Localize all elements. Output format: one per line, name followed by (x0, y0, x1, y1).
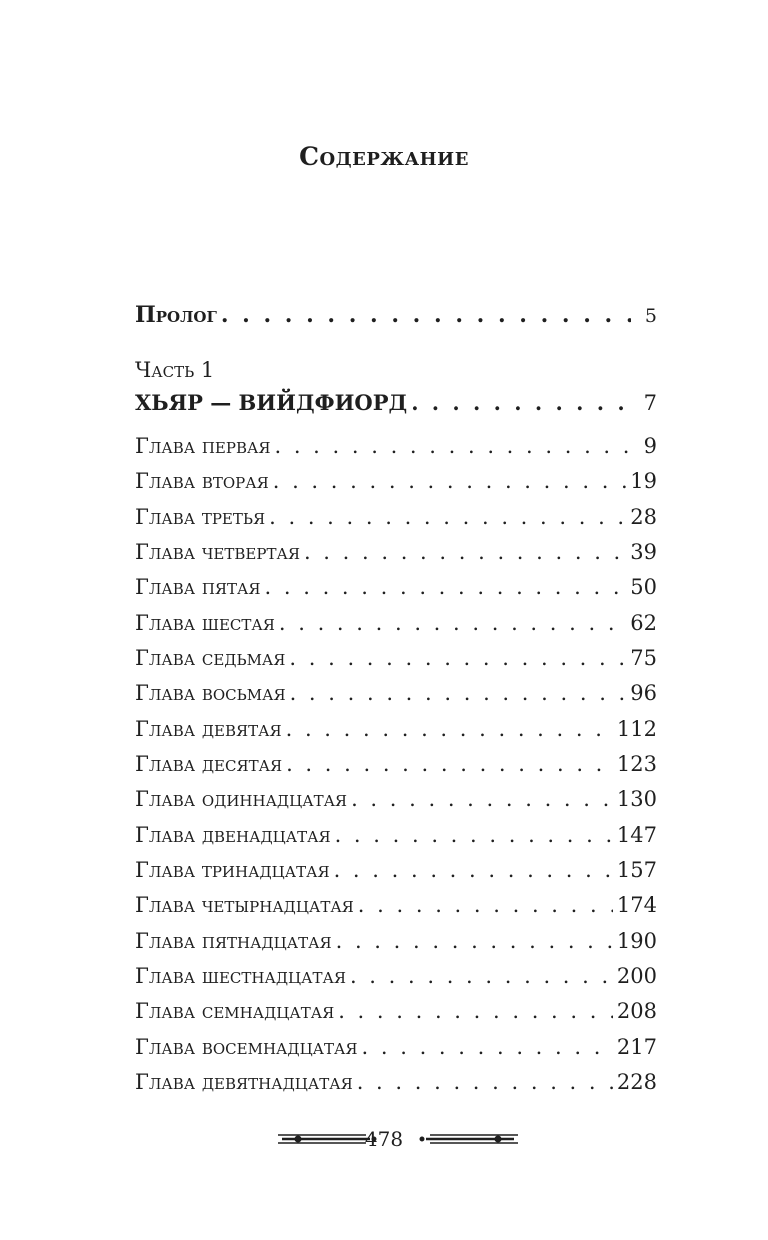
chapter-page-number: 39 (630, 540, 657, 564)
toc-entry-chapter (135, 611, 657, 645)
toc-entry-chapter (135, 1035, 657, 1069)
dot-leader (358, 893, 613, 917)
chapter-page-number: 19 (630, 469, 657, 493)
toc-entry-chapter (135, 1070, 657, 1104)
chapter-label: Глава восемнадцатая (135, 1035, 358, 1059)
dot-leader (286, 752, 613, 776)
chapter-label: Глава шестнадцатая (135, 964, 346, 988)
dot-leader (221, 302, 631, 328)
chapter-page-number: 174 (616, 893, 657, 917)
prologue-label: Пролог (135, 302, 217, 328)
toc-entry-chapter (135, 929, 657, 963)
dot-leader (274, 434, 631, 458)
chapter-label: Глава тринадцатая (135, 858, 330, 882)
chapter-page-number: 96 (630, 681, 657, 705)
chapter-label: Глава седьмая (135, 646, 286, 670)
chapter-page-number: 9 (643, 434, 657, 458)
toc-entry-part-title (135, 390, 657, 424)
chapter-label: Глава шестая (135, 611, 275, 635)
toc-entry-chapter (135, 540, 657, 574)
chapter-label: Глава двенадцатая (135, 823, 331, 847)
chapter-label: Глава восьмая (135, 681, 286, 705)
chapter-page-number: 208 (616, 999, 657, 1023)
prologue-page-number: 5 (644, 305, 657, 327)
toc-entry-chapter (135, 575, 657, 609)
chapter-page-number: 147 (616, 823, 657, 847)
page-footer (0, 1125, 768, 1155)
chapter-page-number: 228 (616, 1070, 657, 1094)
toc-entry-chapter (135, 999, 657, 1033)
chapter-label: Глава четвертая (135, 540, 300, 564)
toc-entry-chapter (135, 893, 657, 927)
chapter-label: Глава девятнадцатая (135, 1070, 353, 1094)
dot-leader (362, 1035, 613, 1059)
toc-entry-chapter (135, 858, 657, 892)
chapter-page-number: 75 (630, 646, 657, 670)
toc-entry-chapter (135, 646, 657, 680)
toc-entry-chapter (135, 681, 657, 715)
chapter-label: Глава десятая (135, 752, 283, 776)
toc-entry-chapter (135, 787, 657, 821)
dot-leader (273, 469, 627, 493)
chapter-label: Глава четырнадцатая (135, 893, 354, 917)
dot-leader (289, 646, 626, 670)
chapter-label: Глава одиннадцатая (135, 787, 348, 811)
toc-entry-chapter (135, 823, 657, 857)
dot-leader (279, 611, 626, 635)
toc-entry-chapter (135, 469, 657, 503)
dot-leader (265, 575, 627, 599)
toc-entry-chapter (135, 964, 657, 998)
dot-leader (335, 823, 613, 847)
dot-leader (286, 717, 613, 741)
chapter-page-number: 112 (616, 717, 657, 741)
chapter-page-number: 217 (616, 1035, 657, 1059)
part-page-number: 7 (643, 391, 657, 415)
part-title: ХЬЯР — ВИЙДФИОРД (135, 390, 408, 415)
page-number: 478 (364, 1127, 404, 1151)
chapter-page-number: 130 (616, 787, 657, 811)
chapter-page-number: 123 (616, 752, 657, 776)
chapter-label: Глава девятая (135, 717, 282, 741)
chapter-label: Глава первая (135, 434, 271, 458)
chapter-page-number: 50 (630, 575, 657, 599)
dot-leader (350, 964, 613, 988)
dot-leader (411, 390, 631, 415)
page-title: Содержание (299, 142, 469, 171)
chapter-label: Глава пятая (135, 575, 261, 599)
chapter-page-number: 200 (616, 964, 657, 988)
dot-leader (336, 929, 613, 953)
chapter-label: Глава третья (135, 505, 266, 529)
dot-leader (269, 505, 626, 529)
dot-leader (290, 681, 627, 705)
chapter-page-number: 28 (630, 505, 657, 529)
dot-leader (338, 999, 613, 1023)
chapter-label: Глава пятнадцатая (135, 929, 332, 953)
chapter-page-number: 157 (616, 858, 657, 882)
dot-leader (334, 858, 613, 882)
dot-leader (351, 787, 613, 811)
chapter-label: Глава семнадцатая (135, 999, 335, 1023)
toc-entry-chapter (135, 505, 657, 539)
dot-leader (304, 540, 626, 564)
dot-leader (357, 1070, 613, 1094)
toc-entry-chapter (135, 717, 657, 751)
part-label: Часть 1 (135, 358, 215, 382)
toc-entry-prologue (135, 302, 657, 336)
chapter-page-number: 190 (616, 929, 657, 953)
toc-entry-chapter (135, 752, 657, 786)
toc-entry-chapter (135, 434, 657, 468)
chapter-page-number: 62 (630, 611, 657, 635)
chapter-label: Глава вторая (135, 469, 269, 493)
